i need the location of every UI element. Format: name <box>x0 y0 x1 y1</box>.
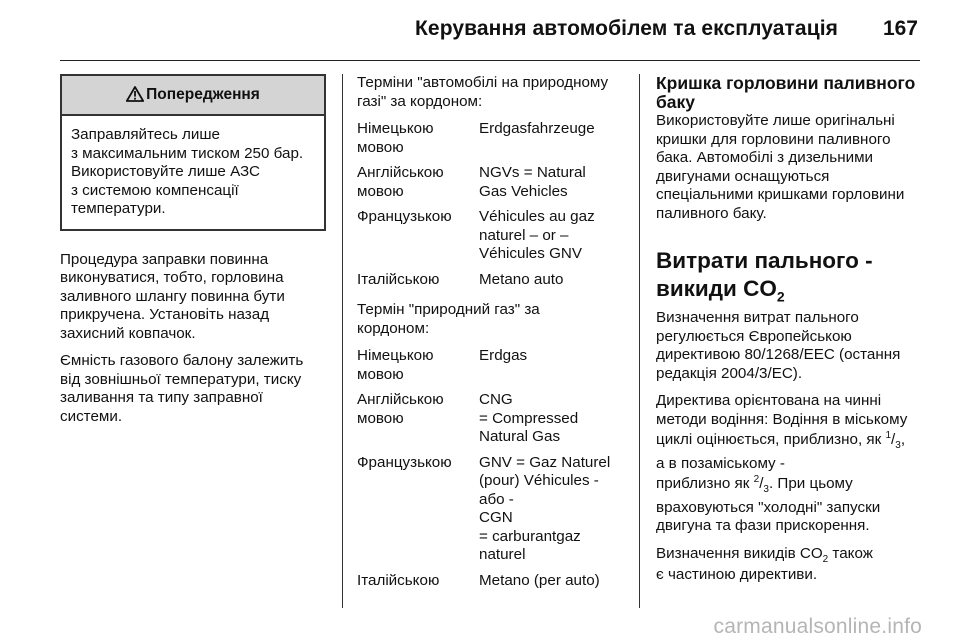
term-language: мовою <box>357 182 404 200</box>
text-line: є частиною директиви. <box>656 566 818 583</box>
text-fragment: Визначення викидів CO <box>656 544 823 562</box>
heading-line: викиди CO <box>656 276 777 301</box>
text-line <box>656 545 926 564</box>
page-header <box>0 0 960 62</box>
column-3 <box>656 74 926 585</box>
warning-title: Попередження <box>146 85 260 103</box>
term-language: мовою <box>357 409 404 427</box>
tank-capacity-paragraph <box>60 352 328 426</box>
text-line: Процедура заправки повинна <box>60 250 269 268</box>
watermark: carmanualsonline.info <box>713 615 922 638</box>
text-line: прикручена. Установіть назад <box>60 306 270 323</box>
term-language: Італійською <box>357 270 440 288</box>
text-line: циклі оцінюється, приблизно, як $^1/_3$, <box>656 429 906 452</box>
text-fragment: циклі оцінюється, приблизно, як <box>656 431 886 448</box>
term-value: naturel – or – <box>479 226 569 244</box>
term-row <box>357 271 627 290</box>
text-fragment: , <box>900 431 906 448</box>
fuel-cap-paragraph <box>656 112 926 223</box>
term-value: naturel <box>479 546 526 563</box>
term-language: мовою <box>357 365 404 383</box>
warning-line: Використовуйте лише АЗС <box>71 163 261 180</box>
term-value: NGVs = Natural <box>479 164 586 181</box>
driving-methods-paragraph <box>656 392 926 536</box>
term-row <box>357 164 627 201</box>
text-line: редакція 2004/3/EC). <box>656 364 803 382</box>
term-value: Erdgasfahrzeuge <box>479 120 595 137</box>
term-language: Англійською <box>357 391 444 408</box>
column-1 <box>60 74 328 426</box>
page-number: 167 <box>882 17 918 40</box>
term-value: Erdgas <box>479 347 528 364</box>
text-line: системи. <box>60 407 123 425</box>
term-value: = carburantgaz <box>479 527 581 545</box>
term-row <box>357 347 627 384</box>
subscript: 2 <box>776 288 785 305</box>
text-line: регулюється Європейською <box>656 327 852 345</box>
term-value: Gas Vehicles <box>479 182 568 200</box>
vehicle-terms-intro <box>357 74 627 111</box>
warning-line: з максимальним тиском 250 бар. <box>71 144 304 162</box>
fraction-numerator: 2 <box>753 473 760 485</box>
term-value: Véhicules GNV <box>479 245 582 262</box>
text-line: Визначення витрат пального <box>656 309 859 326</box>
text-line: газі" за кордоном: <box>357 92 483 110</box>
term-language: Французькою <box>357 453 452 471</box>
term-value: Metano (per auto) <box>479 571 600 589</box>
text-line: Термін "природний газ" за <box>357 301 540 318</box>
text-line: Терміни "автомобілі на природному <box>357 74 609 91</box>
text-line: від зовнішньої температури, тиску <box>60 370 302 388</box>
warning-triangle-icon <box>126 86 144 102</box>
text-line: кордоном: <box>357 319 430 337</box>
fuel-cap-heading <box>656 74 926 112</box>
heading-line: Витрати пального - <box>656 248 873 273</box>
text-line: враховуються "холодні" запуски <box>656 498 881 516</box>
text-fragment: приблизно як <box>656 475 754 492</box>
warning-line: температури. <box>71 200 166 217</box>
text-line: захисний ковпачок. <box>60 324 196 342</box>
heading-line: баку <box>656 92 696 112</box>
warning-header <box>62 76 324 116</box>
gas-terms-table <box>357 347 627 590</box>
text-line: Використовуйте лише оригінальні <box>656 112 895 129</box>
fraction-numerator: 1 <box>885 429 892 441</box>
term-value: = Compressed <box>479 409 579 427</box>
warning-line: з системою компенсації <box>71 181 239 199</box>
heading-line: Кришка горловини паливного <box>656 73 916 93</box>
term-value: GNV = Gaz Naturel <box>479 453 611 471</box>
text-line: методи водіння: Водіння в міському <box>656 410 908 428</box>
vehicle-terms-table <box>357 120 627 289</box>
term-language: Англійською <box>357 164 444 181</box>
column-divider-left <box>342 74 343 608</box>
refuel-procedure-paragraph <box>60 251 328 344</box>
text-line: спеціальними кришками горловини <box>656 186 905 203</box>
directive-paragraph <box>656 309 926 383</box>
text-line: заливного шлангу повинна бути <box>60 287 285 305</box>
term-row <box>357 454 627 565</box>
text-fragment: також <box>828 544 873 562</box>
subscript: 2 <box>822 553 829 565</box>
term-language: Французькою <box>357 208 452 225</box>
term-row <box>357 120 627 157</box>
column-divider-right <box>639 74 640 608</box>
term-language: Німецькою <box>357 347 434 364</box>
text-line: Ємність газового балону залежить <box>60 352 304 369</box>
text-line: приблизно як $^2/_3$. При цьому <box>656 473 853 496</box>
text-line: двигунами оснащуються <box>656 167 830 185</box>
warning-body <box>62 116 324 229</box>
text-fragment: . При цьому <box>768 475 853 492</box>
text-line: Директива орієнтована на чинні <box>656 392 882 409</box>
term-language: Німецькою <box>357 120 434 137</box>
term-row <box>357 572 627 591</box>
warning-line: Заправляйтесь лише <box>71 126 220 143</box>
gas-terms-intro <box>357 301 627 338</box>
term-value: Natural Gas <box>479 428 561 445</box>
term-value: CNG <box>479 391 513 408</box>
term-value: або - <box>479 490 514 508</box>
term-language: мовою <box>357 138 404 156</box>
term-row <box>357 391 627 447</box>
text-line: виконуватися, тобто, горловина <box>60 269 284 286</box>
column-2 <box>357 74 627 597</box>
warning-box <box>60 74 326 231</box>
fuel-consumption-heading <box>656 247 926 303</box>
term-value: Metano auto <box>479 270 564 288</box>
term-value: CGN <box>479 509 513 526</box>
text-line: паливного баку. <box>656 204 767 222</box>
text-line: двигуна та фази прискорення. <box>656 517 870 534</box>
term-value: Véhicules au gaz <box>479 208 595 225</box>
text-line: кришки для горловини паливного <box>656 130 891 148</box>
emissions-paragraph <box>656 545 926 585</box>
term-language: Італійською <box>357 571 440 589</box>
fraction-denominator: 3 <box>763 484 769 496</box>
text-line: бака. Автомобілі з дизельними <box>656 149 874 166</box>
header-rule <box>60 60 920 61</box>
fraction-denominator: 3 <box>895 440 901 452</box>
text-line: директивою 80/1268/EEC (остання <box>656 346 901 363</box>
text-line: а в позаміському - <box>656 454 785 472</box>
term-row <box>357 208 627 264</box>
header-title: Керування автомобілем та експлуатація <box>415 17 838 40</box>
text-line: заливання та типу заправної <box>60 389 263 406</box>
term-value: (pour) Véhicules - <box>479 472 599 489</box>
